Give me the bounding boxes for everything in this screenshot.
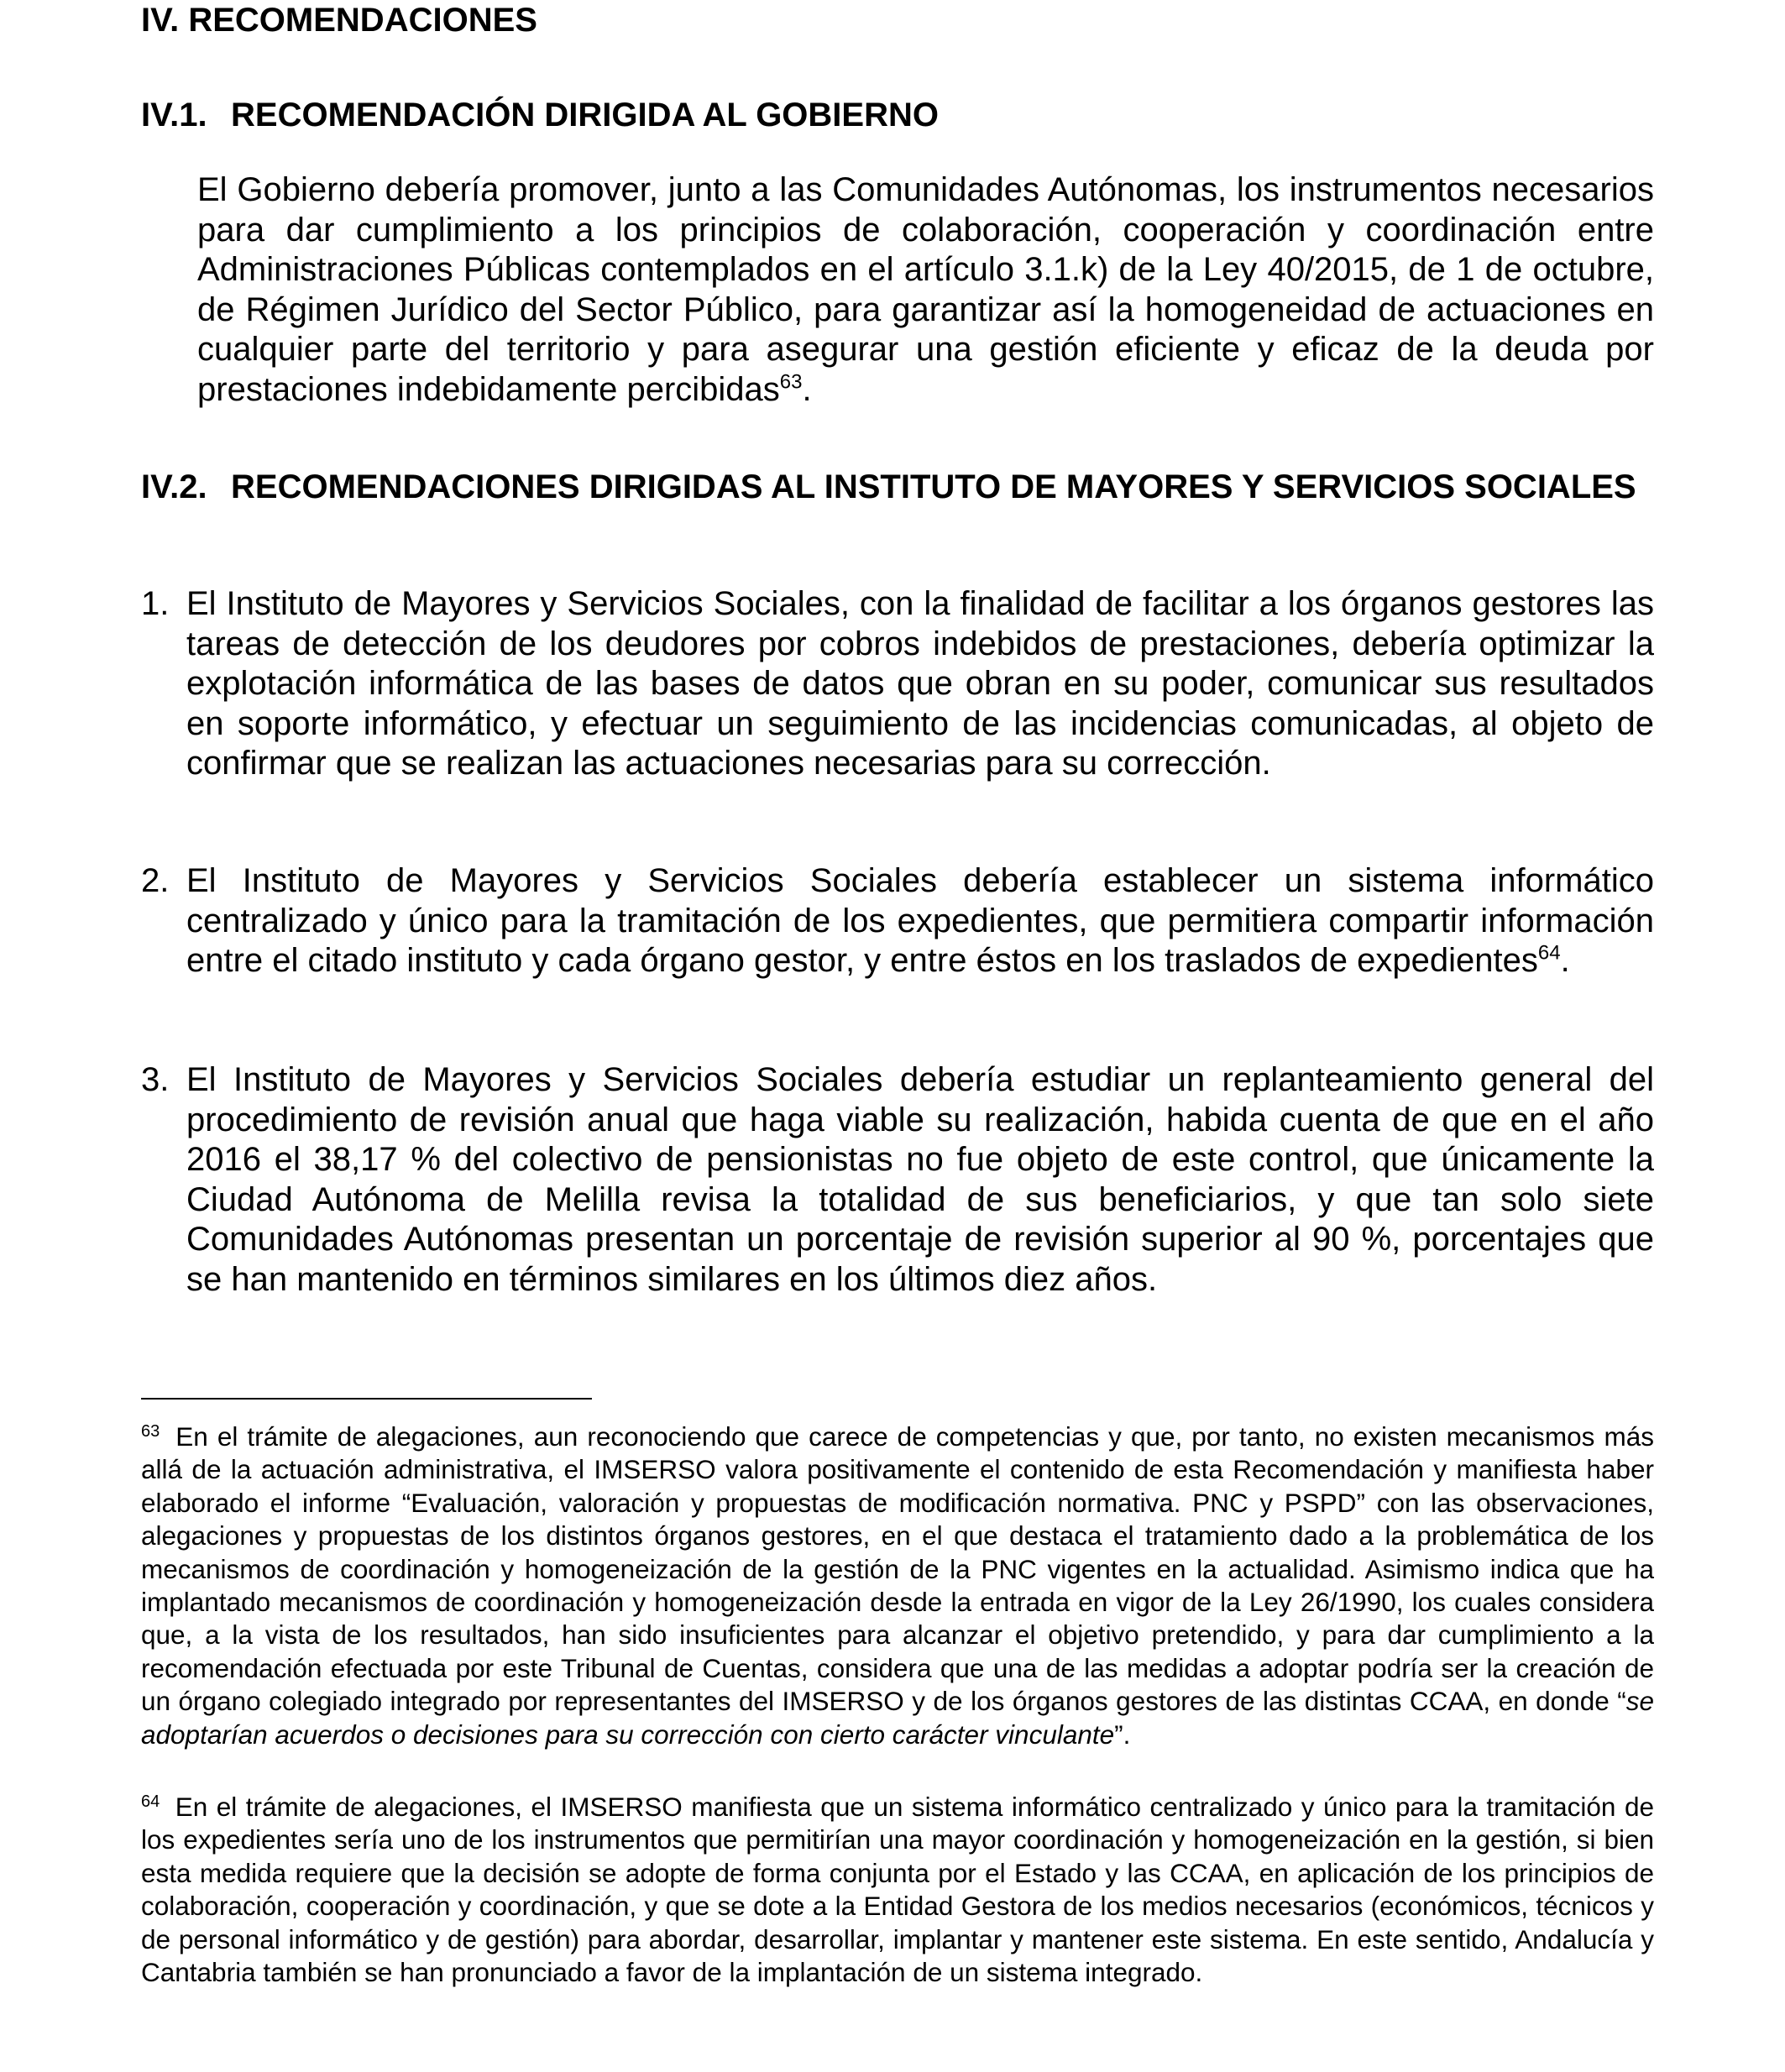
footnote-63 [141, 1421, 1654, 1751]
footnote-quote: se adoptarían acuerdos o decisiones para su corrección con cierto carácter vinculante [141, 1686, 1654, 1750]
government-recommendation-paragraph [197, 170, 1654, 410]
subsection-1-title: RECOMENDACIÓN DIRIGIDA AL GOBIERNO [231, 97, 939, 133]
footnote-text-end: ”. [1114, 1719, 1131, 1750]
list-item-number: 2. [141, 862, 170, 899]
list-item-end: . [1560, 942, 1570, 979]
list-item [186, 861, 1654, 981]
list-item: El Instituto de Mayores y Servicios Sociales debería estudiar un replanteamiento general del procedimiento de revisión anual que haga viable su realización, habida cuenta de que en el año 2016 el 38,17 % del colectivo de pensionistas no fue objeto de este control, que únicamente la Ciudad Autónoma de Melilla revisa la totalidad de sus beneficiarios, y que tan solo siete Comunidades Autónomas presentan un porcentaje de revisión superior al 90 %, porcentajes que se han mantenido en términos similares en los últimos diez años. [186, 1061, 1654, 1298]
footnote-text: En el trámite de alegaciones, el IMSERSO manifiesta que un sistema informático centralizado y único para la tramitación de los expedientes sería uno de los instrumentos que permitirían una mayor coordinación y homogeneización en la gestión, si bien esta medida requiere que la decisión se adopte de forma conjunta por el Estado y las CCAA, en aplicación de los principios de colaboración, cooperación y coordinación, y que se dote a la Entidad Gestora de los medios necesarios (económicos, técnicos y de personal informático y de gestión) para abordar, desarrollar, implantar y mantener este sistema. En este sentido, Andalucía y Cantabria también se han pronunciado a favor de la implantación de un sistema integrado. [141, 1792, 1654, 1988]
paragraph-text: El Gobierno debería promover, junto a las Comunidades Autónomas, los instrumentos necesarios para dar cumplimiento a los principios de colaboración, cooperación y coordinación entre Administraciones Públicas contemplados en el artículo 3.1.k) de la Ley 40/2015, de 1 de octubre, de Régimen Jurídico del Sector Público, para garantizar así la homogeneidad de actuaciones en cualquier parte del territorio y para asegurar una gestión eficiente y eficaz de la deuda por prestaciones indebidamente percibidas [197, 171, 1654, 408]
list-item-number: 3. [141, 1061, 170, 1098]
subsection-1-number: IV.1. [141, 97, 207, 133]
list-item: El Instituto de Mayores y Servicios Sociales, con la finalidad de facilitar a los órganos gestores las tareas de detección de los deudores por cobros indebidos de prestaciones, debería optimizar la explotación informática de las bases de datos que obran en su poder, comunicar sus resultados en soporte informático, y efectuar un seguimiento de las incidencias comunicadas, al objeto de confirmar que se realizan las actuaciones necesarias para su corrección. [186, 585, 1654, 782]
footnote-ref-63: 63 [779, 370, 803, 394]
subsection-2-title: RECOMENDACIONES DIRIGIDAS AL INSTITUTO DE MAYORES Y SERVICIOS SOCIALES [231, 468, 1636, 505]
list-item-text: El Instituto de Mayores y Servicios Sociales debería establecer un sistema informático centralizado y único para la tramitación de los expedientes, que permitiera compartir información entre el citado instituto y cada órgano gestor, y entre éstos en los traslados de expedientes [186, 862, 1654, 979]
list-item-number: 1. [141, 585, 170, 622]
footnote-number: 63 [141, 1421, 160, 1441]
footnote-separator [141, 1398, 592, 1400]
footnote-number: 64 [141, 1792, 160, 1811]
section-heading: IV. RECOMENDACIONES [141, 2, 537, 39]
subsection-2-number: IV.2. [141, 468, 207, 505]
footnote-64 [141, 1791, 1654, 1989]
paragraph-end: . [802, 370, 812, 408]
footnote-text: En el trámite de alegaciones, aun reconociendo que carece de competencias y que, por tanto, no existen mecanismos más allá de la actuación administrativa, el IMSERSO valora positivamente el contenido de esta Recomendación y manifiesta haber elaborado el informe “Evaluación, valoración y propuestas de modificación normativa. PNC y PSPD” con las observaciones, alegaciones y propuestas de los distintos órganos gestores, en el que destaca el tratamiento dado a la problemática de los mecanismos de coordinación y homogeneización de la gestión de la PNC vigentes en la actualidad. Asimismo indica que ha implantado mecanismos de coordinación y homogeneización desde la entrada en vigor de la Ley 26/1990, los cuales considera que, a la vista de los resultados, han sido insuficientes para alcanzar el objetivo pretendido, y para dar cumplimiento a la recomendación efectuada por este Tribunal de Cuentas, considera que una de las medidas a adoptar podría ser la creación de un órgano colegiado integrado por representantes del IMSERSO y de los órganos gestores de las distintas CCAA, en donde “ [141, 1421, 1654, 1717]
footnote-ref-64: 64 [1537, 941, 1561, 965]
